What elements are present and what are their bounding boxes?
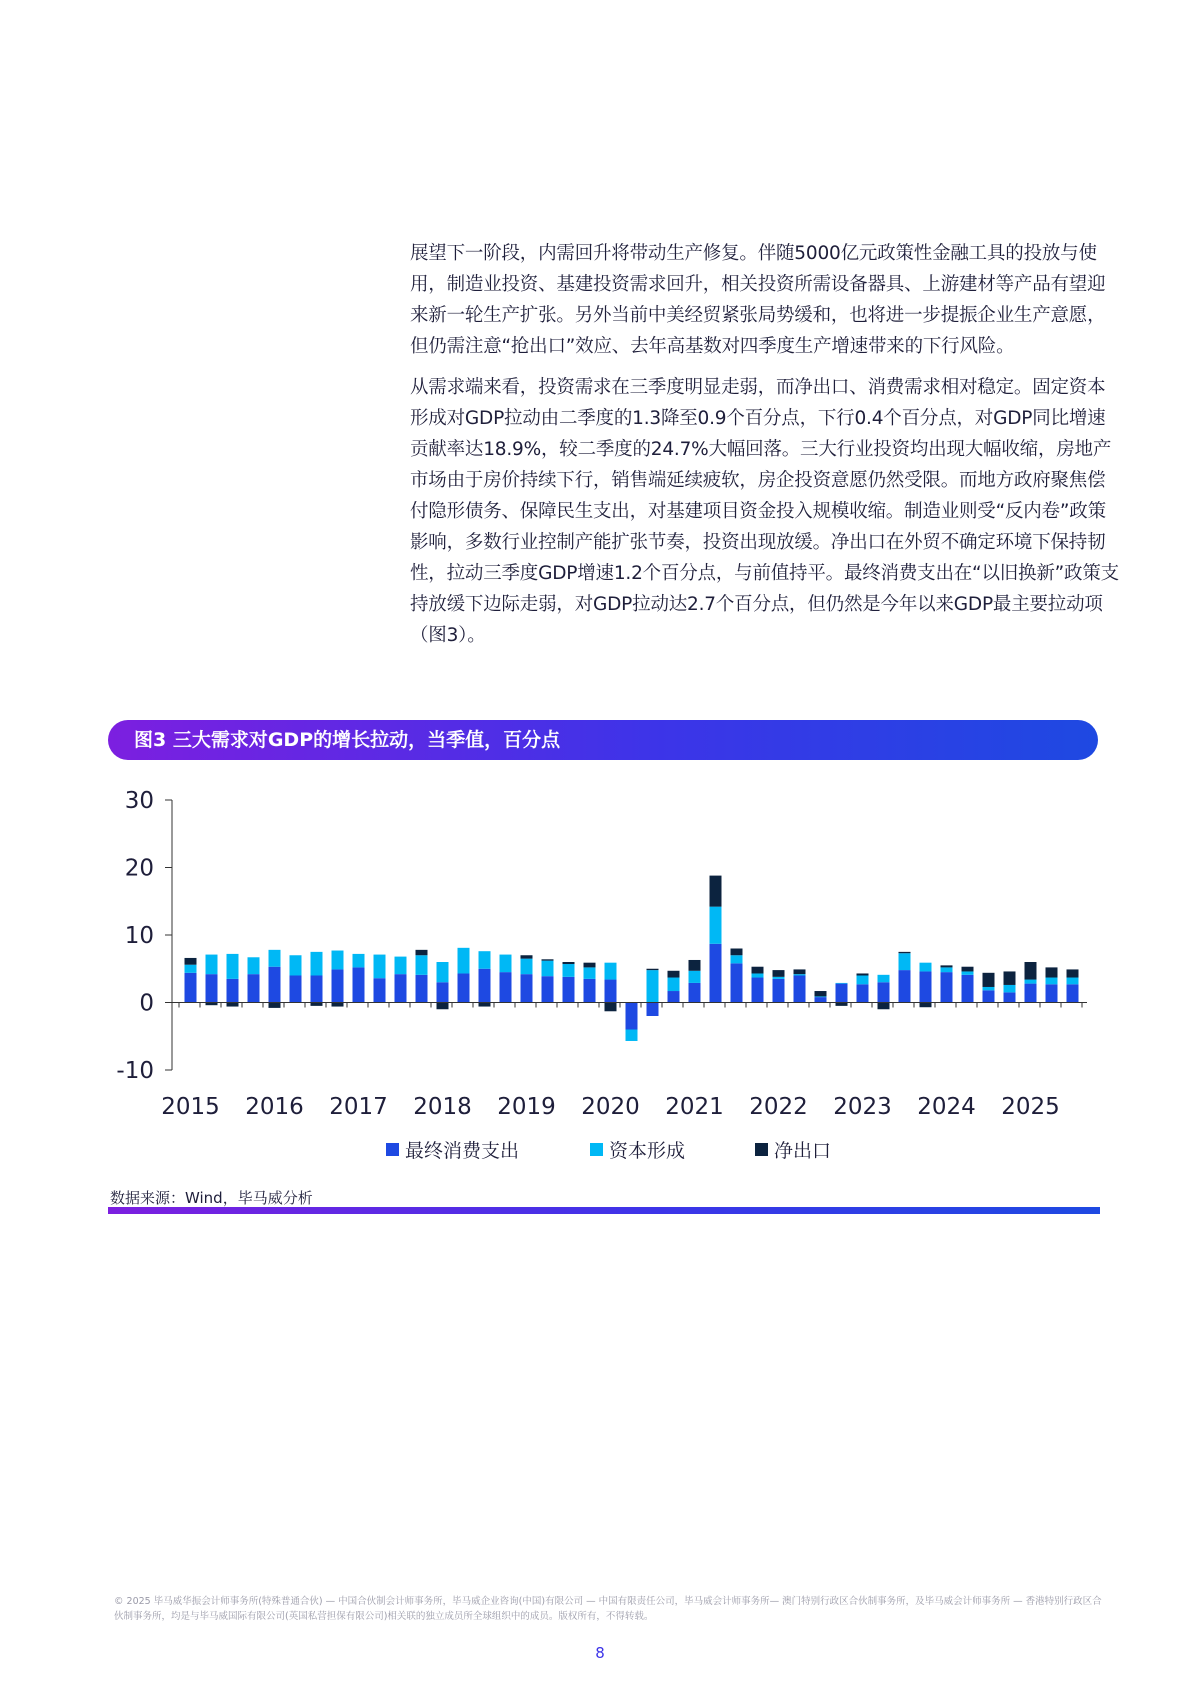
bar-capital — [479, 951, 491, 969]
bar-consumption — [731, 963, 743, 1002]
bar-consumption — [374, 978, 386, 1002]
bar-consumption — [857, 984, 869, 1002]
bar-consumption — [437, 982, 449, 1002]
bar-net-exports — [836, 1003, 848, 1006]
bar-capital — [899, 953, 911, 970]
bar-capital — [605, 963, 617, 980]
bar-net-exports — [647, 969, 659, 970]
bar-capital — [773, 977, 785, 979]
bar-consumption — [416, 975, 428, 1003]
bar-net-exports — [941, 965, 953, 967]
bar-consumption — [542, 976, 554, 1002]
data-source: 数据来源：Wind，毕马威分析 — [110, 1189, 313, 1207]
bar-consumption — [773, 979, 785, 1003]
bar-capital — [920, 963, 932, 972]
bar-capital — [836, 983, 848, 984]
bar-consumption — [815, 997, 827, 1002]
bar-capital — [542, 961, 554, 977]
y-tick-label: 30 — [124, 788, 154, 814]
legend-label-net-exports: 净出口 — [774, 1140, 832, 1162]
bar-capital — [794, 974, 806, 975]
bar-capital — [395, 957, 407, 975]
bar-net-exports — [668, 971, 680, 978]
x-axis — [161, 1003, 1087, 1121]
legend-label-capital: 资本形成 — [609, 1140, 686, 1162]
bar-capital — [668, 978, 680, 992]
bar-capital — [857, 976, 869, 985]
bar-consumption — [185, 973, 197, 1003]
bar-net-exports — [710, 876, 722, 907]
copyright-footer: © 2025 毕马威华振会计师事务所(特殊普通合伙) — 中国合伙制会计师事务所，毕马威企业咨询(中国)有限公司 — 中国有限责任公司，毕马威会计师事务所— 澳门特别行政区合伙制事务所，及毕马威会计师事务所 — 香港特别行政区合伙制事务所，均是与毕马威国际有限公司(英国私营担保有限公司)相关联的独立成员所全球组织中的成员。版权所有，不得转载。 — [114, 1596, 1102, 1622]
bar-consumption — [311, 976, 323, 1003]
bar-consumption — [206, 974, 218, 1002]
bar-capital — [752, 973, 764, 977]
bar-consumption — [248, 974, 260, 1002]
paragraph-outlook: 展望下一阶段，内需回升将带动生产修复。伴随5000亿元政策性金融工具的投放与使用，制造业投资、基建投资需求回升，相关投资所需设备器具、上游建材等产品有望迎来新一轮生产扩张。另外当前中美经贸紧张局势缓和，也将进一步提振企业生产意愿，但仍需注意“抢出口”效应、去年高基数对四季度生产增速带来的下行风险。 — [410, 243, 1106, 357]
bar-consumption — [500, 972, 512, 1002]
x-year-label: 2025 — [1001, 1094, 1060, 1120]
bar-capital — [311, 952, 323, 976]
bar-capital — [689, 971, 701, 983]
bar-capital — [1025, 980, 1037, 984]
bar-capital — [206, 955, 218, 975]
bar-consumption — [794, 976, 806, 1003]
bar-net-exports — [689, 960, 701, 971]
bar-capital — [647, 970, 659, 1002]
bar-consumption — [395, 974, 407, 1002]
bar-consumption — [269, 967, 281, 1003]
y-axis — [116, 788, 172, 1084]
x-year-label: 2023 — [833, 1094, 892, 1120]
bar-net-exports — [794, 969, 806, 974]
bar-capital — [185, 965, 197, 973]
bar-consumption — [941, 972, 953, 1002]
x-year-label: 2022 — [749, 1094, 808, 1120]
bar-capital — [269, 950, 281, 967]
bar-consumption — [353, 967, 365, 1002]
bar-consumption — [710, 944, 722, 1003]
y-tick-label: 10 — [124, 923, 154, 949]
bar-net-exports — [878, 1003, 890, 1010]
bar-capital — [500, 955, 512, 973]
bar-consumption — [1004, 992, 1016, 1002]
bar-net-exports — [416, 950, 428, 955]
figure-title-banner — [108, 720, 1098, 760]
bar-consumption — [332, 969, 344, 1002]
legend-label-consumption: 最终消费支出 — [405, 1140, 520, 1162]
y-tick-label: 20 — [124, 855, 154, 882]
bar-consumption — [962, 975, 974, 1003]
legend-item-consumption — [386, 1136, 519, 1163]
bar-consumption — [290, 976, 302, 1003]
figure-bottom-rule — [108, 1207, 1100, 1214]
legend-swatch-consumption — [386, 1143, 399, 1156]
bar-net-exports — [815, 991, 827, 996]
bar-consumption — [836, 984, 848, 1003]
bar-net-exports — [983, 973, 995, 987]
bar-net-exports — [479, 1003, 491, 1007]
bar-capital — [458, 948, 470, 974]
bar-consumption — [1067, 984, 1079, 1002]
bar-net-exports — [920, 1003, 932, 1008]
bar-net-exports — [752, 967, 764, 974]
bar-capital — [878, 975, 890, 982]
bar-capital — [353, 954, 365, 968]
bar-net-exports — [542, 959, 554, 960]
gdp-demand-stacked-bar-chart — [100, 770, 1100, 1130]
bar-consumption — [899, 970, 911, 1002]
bar-consumption — [584, 979, 596, 1003]
bar-net-exports — [584, 963, 596, 968]
x-year-label: 2018 — [413, 1094, 472, 1120]
bar-net-exports — [227, 1003, 239, 1007]
bar-consumption — [227, 979, 239, 1003]
y-tick-label: 0 — [139, 990, 154, 1017]
bar-net-exports — [773, 970, 785, 977]
bar-consumption — [752, 978, 764, 1003]
bar-consumption — [479, 969, 491, 1003]
bar-capital — [1067, 978, 1079, 985]
bar-net-exports — [311, 1003, 323, 1006]
x-year-label: 2015 — [161, 1094, 220, 1120]
bar-capital — [227, 954, 239, 979]
legend-swatch-capital — [590, 1143, 603, 1156]
bar-consumption — [878, 982, 890, 1002]
x-year-label: 2019 — [497, 1094, 556, 1120]
bar-series — [185, 876, 1079, 1041]
x-year-label: 2020 — [581, 1094, 640, 1120]
bar-capital — [416, 955, 428, 975]
bar-net-exports — [1046, 967, 1058, 977]
bar-net-exports — [962, 967, 974, 972]
bar-capital — [941, 967, 953, 972]
bar-capital — [731, 955, 743, 963]
bar-capital — [563, 964, 575, 977]
bar-consumption — [1046, 984, 1058, 1002]
bar-consumption — [563, 977, 575, 1003]
bar-capital — [290, 955, 302, 975]
legend-swatch-net-exports — [755, 1143, 768, 1156]
page-number: 8 — [595, 1644, 605, 1662]
bar-net-exports — [857, 973, 869, 975]
y-tick-label: -10 — [116, 1058, 154, 1084]
bar-consumption — [689, 983, 701, 1003]
bar-capital — [521, 959, 533, 975]
bar-consumption — [983, 990, 995, 1002]
bar-net-exports — [1004, 971, 1016, 985]
bar-net-exports — [899, 952, 911, 953]
bar-capital — [1046, 978, 1058, 985]
bar-net-exports — [185, 958, 197, 965]
bar-capital — [962, 971, 974, 974]
bar-net-exports — [521, 955, 533, 958]
bar-consumption — [920, 971, 932, 1002]
bar-net-exports — [332, 1003, 344, 1007]
bar-net-exports — [605, 1003, 617, 1012]
bar-capital — [626, 1030, 638, 1041]
bar-capital — [332, 951, 344, 970]
legend-item-net-exports — [755, 1136, 831, 1163]
bar-consumption — [626, 1003, 638, 1030]
x-year-label: 2016 — [245, 1094, 304, 1120]
bar-capital — [437, 962, 449, 982]
bar-net-exports — [731, 949, 743, 956]
bar-capital — [983, 987, 995, 990]
bar-net-exports — [1067, 969, 1079, 977]
bar-consumption — [521, 974, 533, 1002]
bar-capital — [584, 967, 596, 978]
paragraph-demand: 从需求端来看，投资需求在三季度明显走弱，而净出口、消费需求相对稳定。固定资本形成对GDP拉动由二季度的1.3降至0.9个百分点，下行0.4个百分点，对GDP同比增速贡献率达18.9%，较二季度的24.7%大幅回落。三大行业投资均出现大幅收缩，房地产市场由于房价持续下行，销售端延续疲软，房企投资意愿仍然受限。而地方政府聚焦偿付隐形债务、保障民生支出，对基建项目资金投入规模收缩。制造业则受“反内卷”政策影响，多数行业控制产能扩张节奏，投资出现放缓。净出口在外贸不确定环境下保持韧性，拉动三季度GDP增速1.2个百分点，与前值持平。最终消费支出在“以旧换新”政策支持放缓下边际走弱，对GDP拉动达2.7个百分点，但仍然是今年以来GDP最主要拉动项（图3）。 — [410, 377, 1119, 646]
bar-capital — [710, 907, 722, 944]
bar-net-exports — [563, 962, 575, 964]
bar-consumption — [668, 991, 680, 1002]
bar-consumption — [605, 980, 617, 1003]
legend-item-capital — [590, 1136, 685, 1163]
body-text — [410, 238, 1120, 661]
bar-net-exports — [437, 1003, 449, 1010]
bar-net-exports — [269, 1003, 281, 1008]
bar-consumption — [1025, 984, 1037, 1003]
bar-capital — [248, 957, 260, 974]
bar-capital — [815, 996, 827, 997]
x-year-label: 2017 — [329, 1094, 388, 1120]
x-year-label: 2021 — [665, 1094, 724, 1120]
bar-capital — [1004, 985, 1016, 992]
x-year-label: 2024 — [917, 1094, 976, 1120]
figure-title: 图3 三大需求对GDP的增长拉动，当季值，百分点 — [134, 729, 561, 751]
bar-capital — [374, 955, 386, 979]
bar-net-exports — [1025, 962, 1037, 980]
bar-consumption — [647, 1003, 659, 1017]
bar-consumption — [458, 973, 470, 1002]
